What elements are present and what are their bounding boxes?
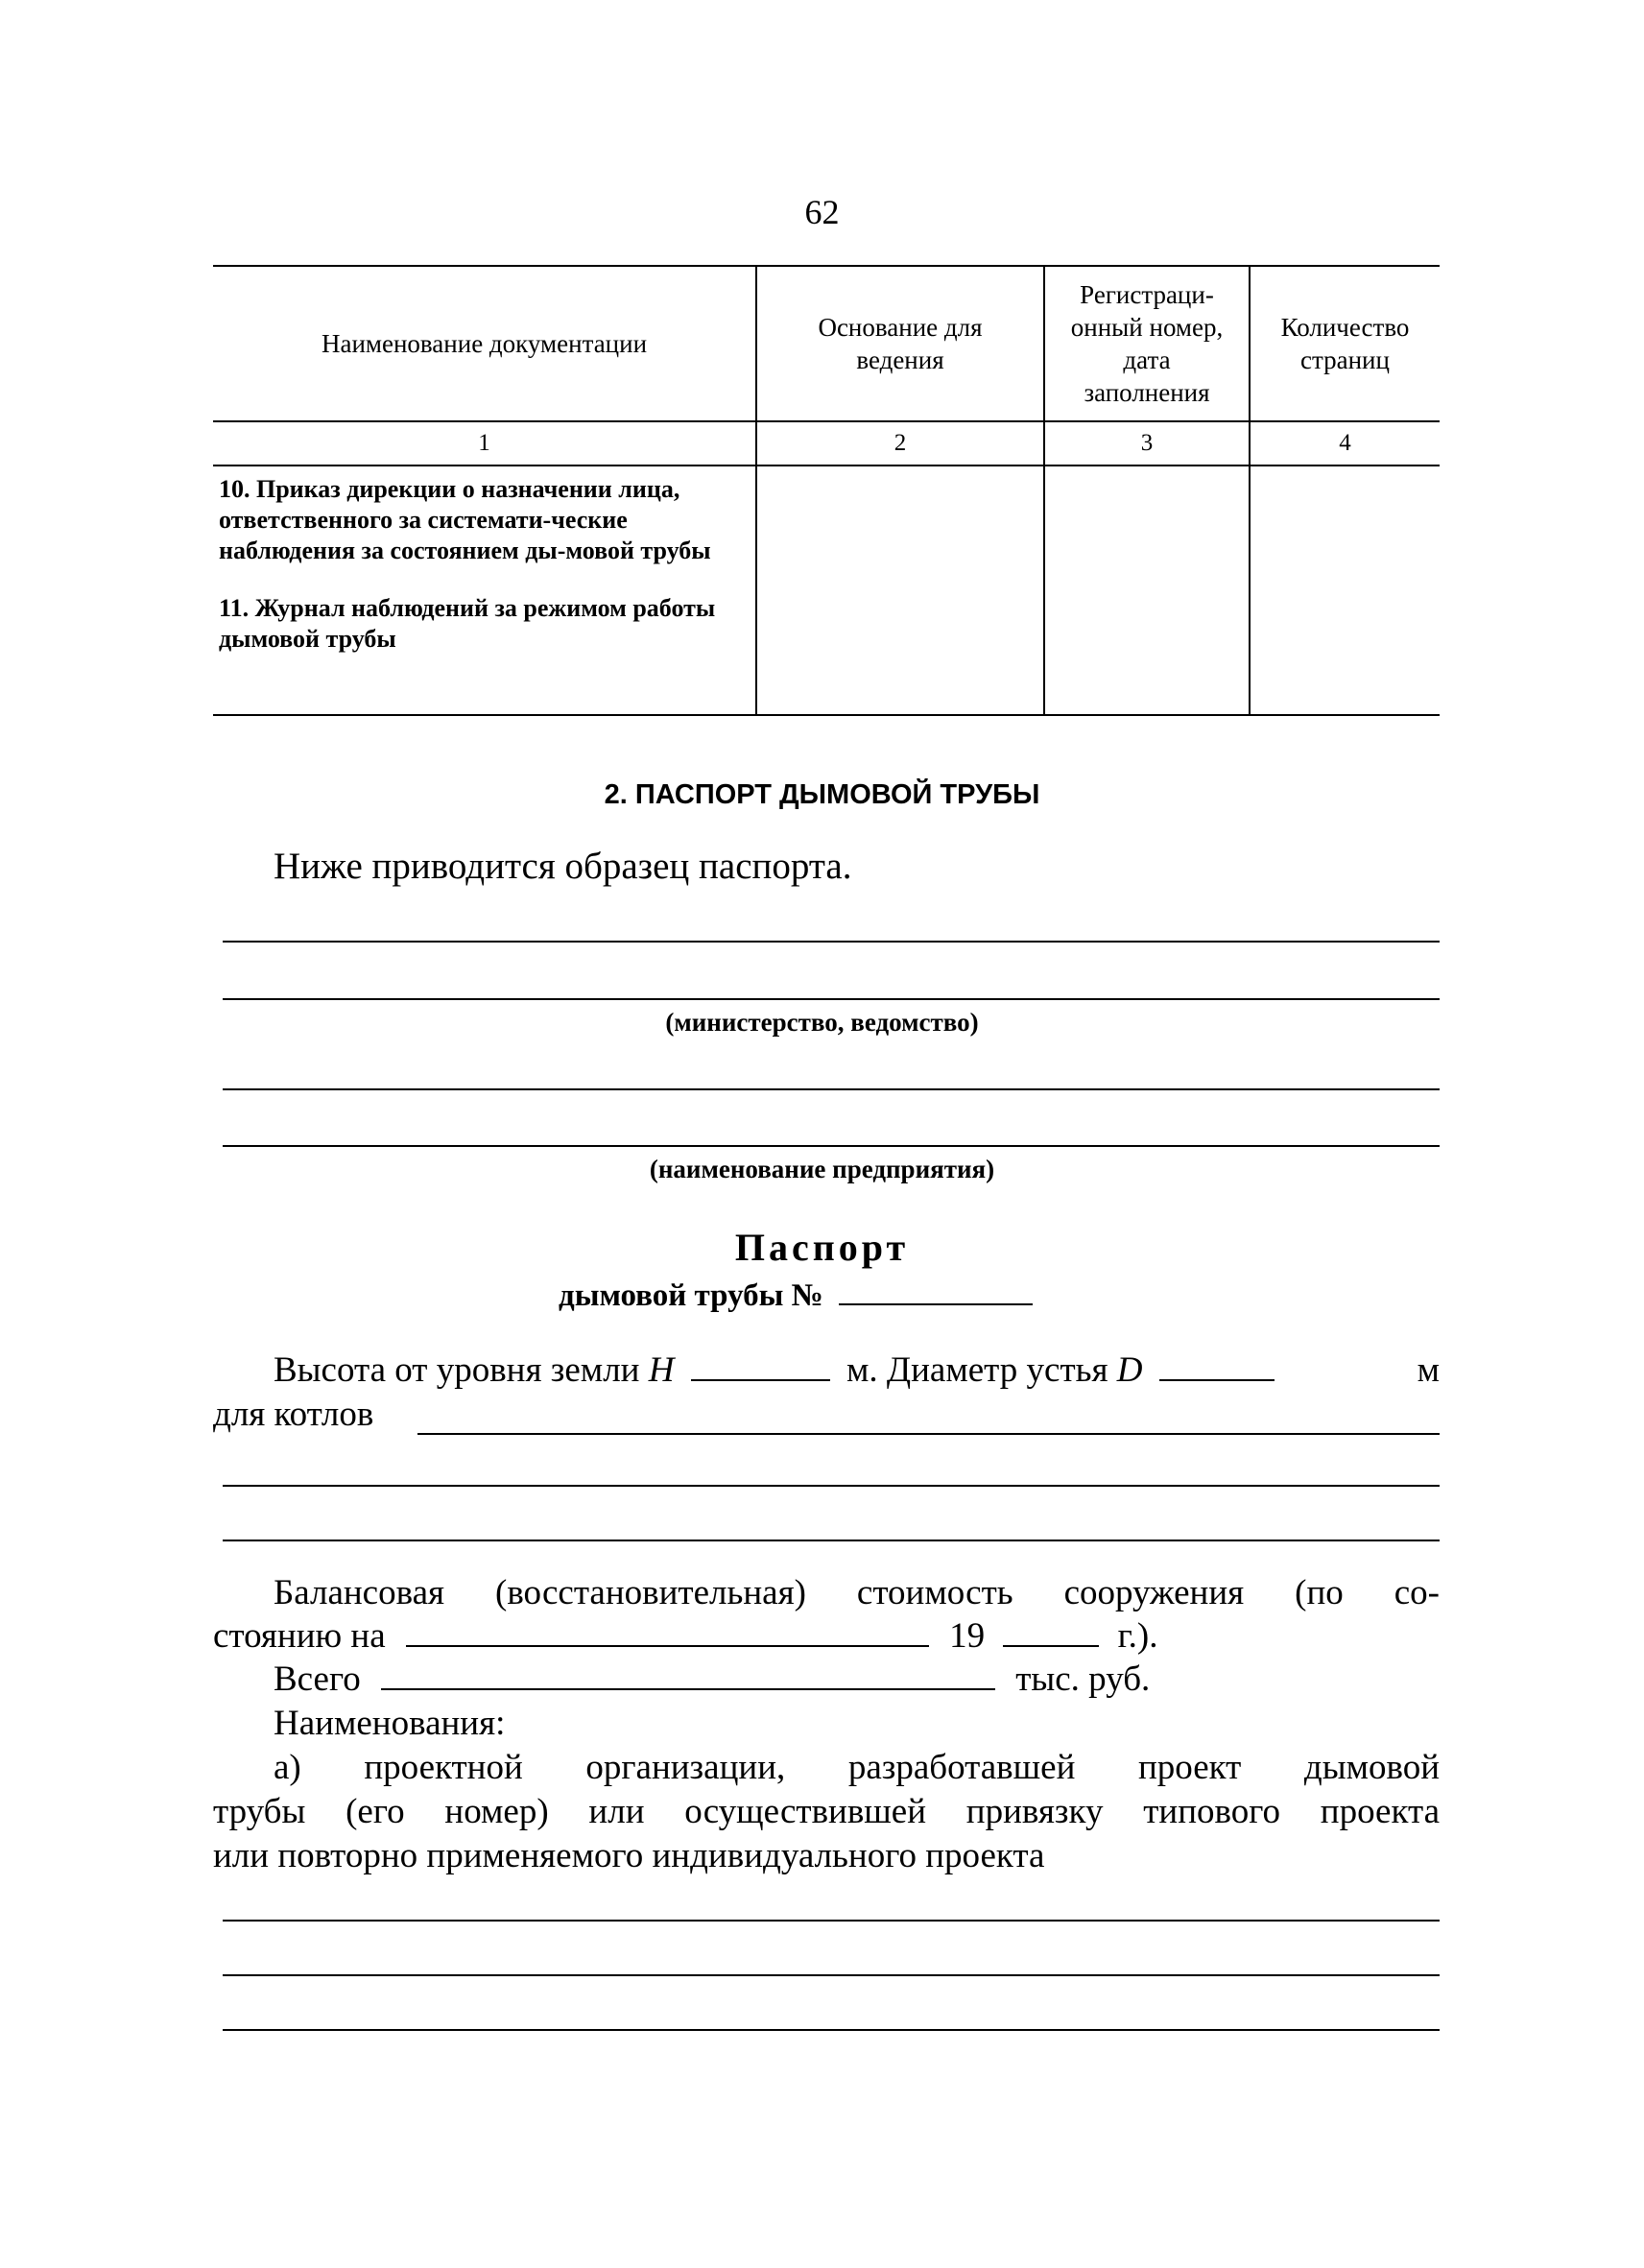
blank-line — [223, 941, 1440, 943]
blank-line — [223, 2029, 1440, 2031]
blank-line — [223, 1974, 1440, 1976]
table-header-cell: Регистраци-онный номер, дата заполнения — [1044, 266, 1250, 421]
column-number: 3 — [1044, 421, 1250, 466]
height-diameter-line — [274, 1349, 1440, 1391]
passport-number-blank — [839, 1277, 1033, 1305]
passport-subtitle-text: дымовой трубы № — [559, 1278, 823, 1313]
total-line — [274, 1659, 1150, 1700]
height-label: Высота от уровня земли — [274, 1350, 640, 1390]
cost-line-1 — [274, 1572, 1440, 1613]
table-cell-empty — [1044, 466, 1250, 715]
item-a-line-2 — [213, 1791, 1440, 1832]
diameter-unit: м — [1417, 1350, 1440, 1390]
blank-line — [223, 1088, 1440, 1090]
cost-text-2c: г.). — [1117, 1616, 1158, 1656]
table-row-item: 10. Приказ дирекции о назначении лица, ответственного за системати-ческие наблюдения за состоянием ды-мовой трубы — [219, 475, 711, 564]
table-cell-document-names — [213, 466, 756, 715]
column-number: 1 — [213, 421, 756, 466]
passport-subtitle — [559, 1277, 1033, 1314]
blank-line — [223, 1485, 1440, 1487]
table-row — [213, 466, 1440, 715]
names-label: Наименования: — [274, 1704, 506, 1743]
cost-text-2a: стоянию на — [213, 1616, 386, 1656]
blank-line — [223, 1540, 1440, 1541]
diameter-blank — [1159, 1352, 1275, 1381]
cost-date-blank — [406, 1618, 929, 1647]
cost-year-blank — [1003, 1618, 1099, 1647]
table-column-numbers-row — [213, 421, 1440, 466]
table-cell-empty — [756, 466, 1044, 715]
blank-line — [223, 998, 1440, 1000]
names-line — [274, 1703, 505, 1744]
item-a-line-1 — [274, 1747, 1440, 1788]
table-row-item: 11. Журнал наблюдений за режимом работы дымовой трубы — [219, 594, 716, 653]
intro-text: Ниже приводится образец паспорта. — [274, 846, 852, 887]
table-header-row — [213, 266, 1440, 421]
section-heading: 2. ПАСПОРТ ДЫМОВОЙ ТРУБЫ — [604, 779, 1040, 810]
total-label: Всего — [274, 1659, 361, 1699]
boilers-line — [213, 1394, 373, 1435]
table-cell-empty — [1250, 466, 1440, 715]
table-header-cell: Наименование документации — [213, 266, 756, 421]
column-number: 4 — [1250, 421, 1440, 466]
item-a-text-1: а) проектной организации, разработавшей проект дымовой — [274, 1748, 1440, 1787]
column-number: 2 — [756, 421, 1044, 466]
cost-text-1: Балансовая (восстановительная) стоимость сооружения (по со- — [274, 1573, 1440, 1612]
documentation-table — [213, 265, 1440, 716]
height-blank — [691, 1352, 830, 1381]
cost-text-2b: 19 — [949, 1616, 986, 1656]
blank-line — [223, 1145, 1440, 1147]
cost-line-2 — [213, 1615, 1157, 1657]
blank-line — [417, 1433, 1440, 1435]
table-header-cell: Количество страниц — [1250, 266, 1440, 421]
boilers-label: для котлов — [213, 1395, 374, 1434]
blank-line — [223, 1920, 1440, 1922]
item-a-line-3 — [213, 1835, 1044, 1876]
caption-enterprise: (наименование предприятия) — [649, 1155, 995, 1183]
diameter-symbol: D — [1116, 1350, 1143, 1390]
table-header-cell: Основание для ведения — [756, 266, 1044, 421]
caption-ministry: (министерство, ведомство) — [665, 1008, 979, 1037]
total-blank — [381, 1661, 995, 1690]
height-unit: м. Диаметр устья — [846, 1350, 1108, 1390]
item-a-text-2: трубы (его номер) или осуществившей привязку типового проекта — [213, 1792, 1440, 1831]
page-number: 62 — [804, 193, 840, 231]
item-a-text-3: или повторно применяемого индивидуального проекта — [213, 1836, 1045, 1875]
total-unit: тыс. руб. — [1015, 1659, 1151, 1699]
passport-title: Паспорт — [734, 1226, 910, 1269]
height-symbol: H — [648, 1350, 675, 1390]
